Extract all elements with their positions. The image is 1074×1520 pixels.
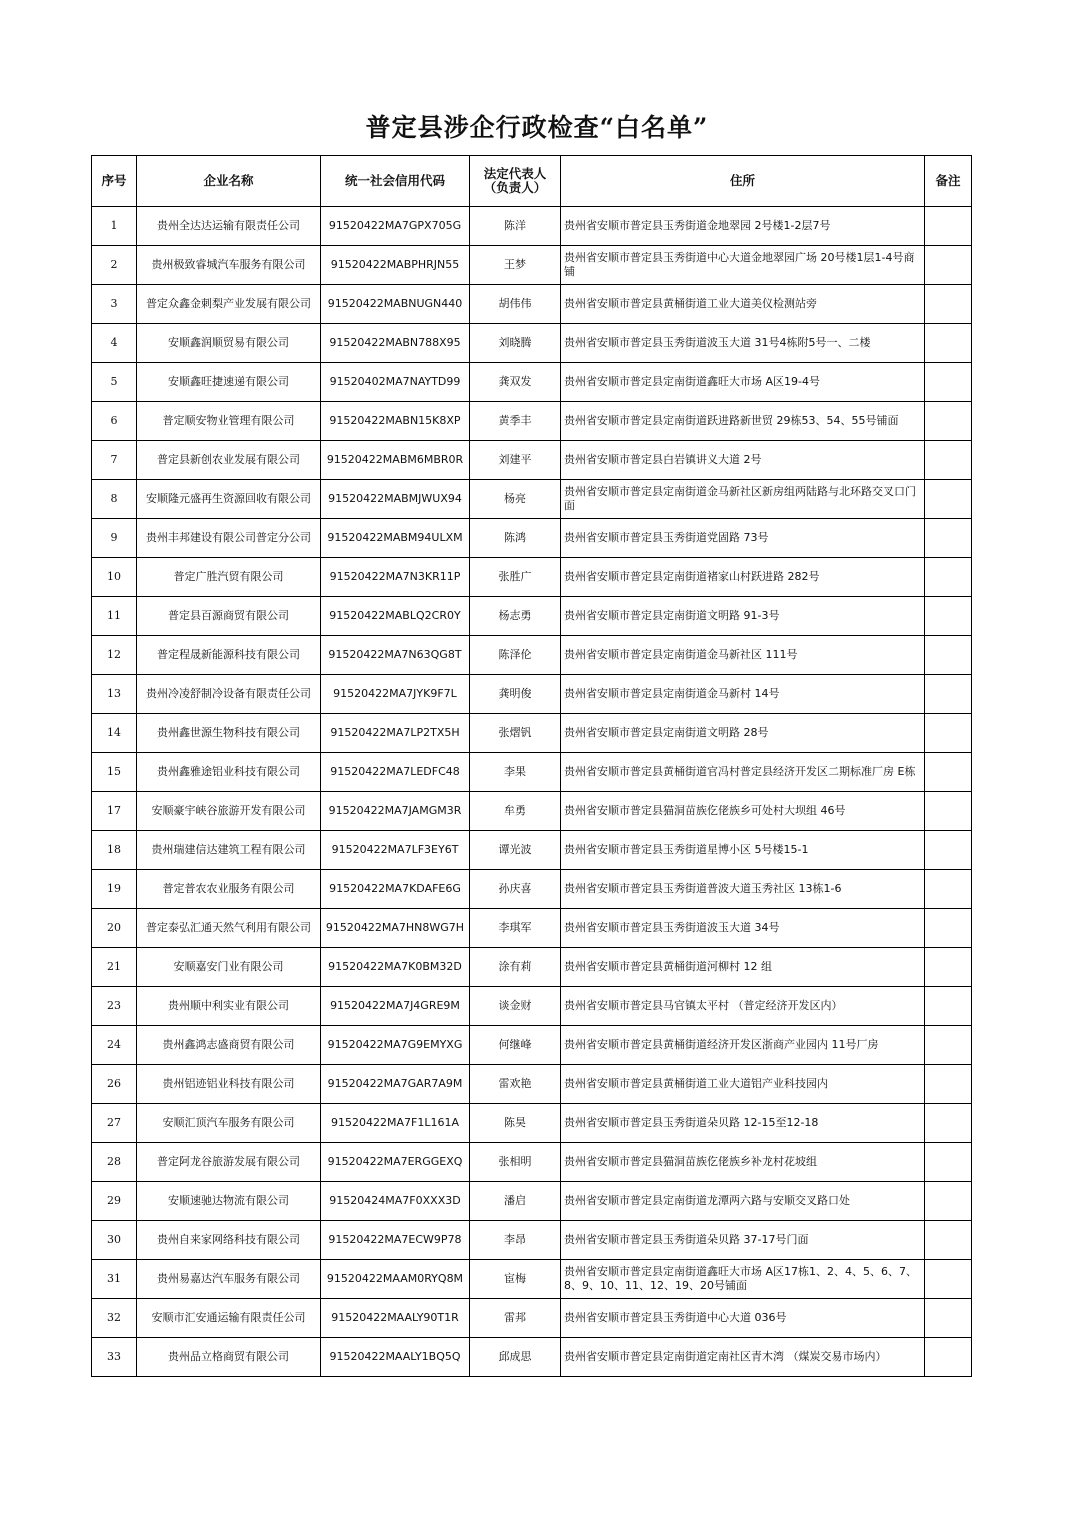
cell-note (925, 363, 972, 402)
cell-company-name: 贵州鑫鸿志盛商贸有限公司 (137, 1026, 321, 1065)
header-legal-rep-line1: 法定代表人 (483, 166, 547, 181)
cell-legal-rep: 邱成思 (470, 1338, 561, 1377)
table-row (92, 1026, 972, 1065)
cell-legal-rep: 张胜广 (470, 558, 561, 597)
cell-no: 31 (92, 1260, 137, 1299)
cell-address: 贵州省安顺市普定县定南街道金马新社区 111号 (561, 636, 925, 675)
cell-company-name: 安顺汇顶汽车服务有限公司 (137, 1104, 321, 1143)
cell-credit-code: 91520422MABN15K8XP (321, 402, 470, 441)
cell-address: 贵州省安顺市普定县玉秀街道普波大道玉秀社区 13栋1-6 (561, 870, 925, 909)
cell-credit-code: 91520422MA7LP2TX5H (321, 714, 470, 753)
cell-note (925, 1026, 972, 1065)
cell-company-name: 安顺鑫旺捷速递有限公司 (137, 363, 321, 402)
header-address: 住所 (561, 156, 925, 207)
cell-credit-code: 91520422MA7LEDFC48 (321, 753, 470, 792)
header-company-name: 企业名称 (137, 156, 321, 207)
table-row (92, 207, 972, 246)
cell-company-name: 安顺速驰达物流有限公司 (137, 1182, 321, 1221)
cell-credit-code: 91520424MA7F0XXX3D (321, 1182, 470, 1221)
cell-note (925, 324, 972, 363)
cell-no: 5 (92, 363, 137, 402)
cell-note (925, 285, 972, 324)
cell-credit-code: 91520422MABPHRJN55 (321, 246, 470, 285)
cell-note (925, 675, 972, 714)
cell-note (925, 402, 972, 441)
table-row (92, 285, 972, 324)
cell-address: 贵州省安顺市普定县黄桶街道河柳村 12 组 (561, 948, 925, 987)
cell-company-name: 普定普农农业服务有限公司 (137, 870, 321, 909)
table-row (92, 519, 972, 558)
cell-legal-rep: 孙庆喜 (470, 870, 561, 909)
table-row (92, 1221, 972, 1260)
cell-company-name: 贵州全达达运输有限责任公司 (137, 207, 321, 246)
cell-note (925, 792, 972, 831)
cell-address: 贵州省安顺市普定县黄桶街道工业大道铝产业科技园内 (561, 1065, 925, 1104)
cell-note (925, 1104, 972, 1143)
cell-no: 18 (92, 831, 137, 870)
cell-company-name: 安顺隆元盛再生资源回收有限公司 (137, 480, 321, 519)
table-row (92, 792, 972, 831)
header-credit-code: 统一社会信用代码 (321, 156, 470, 207)
cell-address: 贵州省安顺市普定县玉秀街道党固路 73号 (561, 519, 925, 558)
table-row (92, 246, 972, 285)
cell-no: 3 (92, 285, 137, 324)
cell-legal-rep: 刘建平 (470, 441, 561, 480)
cell-credit-code: 91520422MABNUGN440 (321, 285, 470, 324)
cell-no: 28 (92, 1143, 137, 1182)
cell-company-name: 贵州冷凌舒制冷设备有限责任公司 (137, 675, 321, 714)
table-row (92, 558, 972, 597)
header-legal-rep (470, 156, 561, 207)
cell-address: 贵州省安顺市普定县定南街道龙潭两六路与安顺交叉路口处 (561, 1182, 925, 1221)
cell-company-name: 普定阿龙谷旅游发展有限公司 (137, 1143, 321, 1182)
cell-note (925, 207, 972, 246)
cell-company-name: 安顺豪宇峡谷旅游开发有限公司 (137, 792, 321, 831)
table-row (92, 753, 972, 792)
cell-legal-rep: 黄季丰 (470, 402, 561, 441)
table-row (92, 714, 972, 753)
cell-company-name: 贵州瑞建信达建筑工程有限公司 (137, 831, 321, 870)
table-row (92, 1338, 972, 1377)
cell-no: 29 (92, 1182, 137, 1221)
cell-no: 19 (92, 870, 137, 909)
cell-credit-code: 91520422MABM6MBR0R (321, 441, 470, 480)
header-legal-rep-line2: （负责人） (483, 180, 547, 195)
table-row (92, 1260, 972, 1299)
table-row (92, 870, 972, 909)
cell-legal-rep: 王梦 (470, 246, 561, 285)
cell-address: 贵州省安顺市普定县玉秀街道星博小区 5号楼15-1 (561, 831, 925, 870)
cell-address: 贵州省安顺市普定县定南街道褚家山村跃进路 282号 (561, 558, 925, 597)
cell-legal-rep: 雷邦 (470, 1299, 561, 1338)
cell-company-name: 普定顺安物业管理有限公司 (137, 402, 321, 441)
cell-legal-rep: 陈洋 (470, 207, 561, 246)
cell-address: 贵州省安顺市普定县定南街道金马新社区新房组两陆路与北环路交叉口门面 (561, 480, 925, 519)
table-row (92, 1065, 972, 1104)
table-row (92, 675, 972, 714)
cell-company-name: 贵州品立格商贸有限公司 (137, 1338, 321, 1377)
cell-note (925, 1338, 972, 1377)
cell-no: 10 (92, 558, 137, 597)
cell-address: 贵州省安顺市普定县黄桶街道工业大道美仪检测站旁 (561, 285, 925, 324)
cell-address: 贵州省安顺市普定县白岩镇讲义大道 2号 (561, 441, 925, 480)
cell-credit-code: 91520422MA7ERGGEXQ (321, 1143, 470, 1182)
cell-credit-code: 91520422MAAM0RYQ8M (321, 1260, 470, 1299)
cell-no: 12 (92, 636, 137, 675)
table-row (92, 987, 972, 1026)
cell-legal-rep: 陈泽伦 (470, 636, 561, 675)
cell-no: 20 (92, 909, 137, 948)
cell-no: 27 (92, 1104, 137, 1143)
cell-legal-rep: 谭光波 (470, 831, 561, 870)
cell-credit-code: 91520422MA7LF3EY6T (321, 831, 470, 870)
table-header (92, 156, 972, 207)
cell-legal-rep: 涂有莉 (470, 948, 561, 987)
cell-legal-rep: 牟勇 (470, 792, 561, 831)
cell-no: 30 (92, 1221, 137, 1260)
cell-address: 贵州省安顺市普定县玉秀街道波玉大道 31号4栋附5号一、二楼 (561, 324, 925, 363)
cell-credit-code: 91520422MABMJWUX94 (321, 480, 470, 519)
cell-note (925, 246, 972, 285)
cell-company-name: 普定广胜汽贸有限公司 (137, 558, 321, 597)
cell-note (925, 1299, 972, 1338)
table-row (92, 480, 972, 519)
cell-no: 6 (92, 402, 137, 441)
cell-address: 贵州省安顺市普定县猫洞苗族仡佬族乡可处村大坝组 46号 (561, 792, 925, 831)
cell-legal-rep: 陈昊 (470, 1104, 561, 1143)
cell-credit-code: 91520422MA7JAMGM3R (321, 792, 470, 831)
table-row (92, 402, 972, 441)
cell-legal-rep: 龚双发 (470, 363, 561, 402)
cell-legal-rep: 陈鸿 (470, 519, 561, 558)
header-row (92, 156, 972, 207)
cell-company-name: 贵州鑫雅途铝业科技有限公司 (137, 753, 321, 792)
cell-no: 26 (92, 1065, 137, 1104)
header-note: 备注 (925, 156, 972, 207)
cell-credit-code: 91520422MA7ECW9P78 (321, 1221, 470, 1260)
table-row (92, 636, 972, 675)
cell-address: 贵州省安顺市普定县猫洞苗族仡佬族乡补龙村花坡组 (561, 1143, 925, 1182)
cell-company-name: 安顺嘉安门业有限公司 (137, 948, 321, 987)
cell-address: 贵州省安顺市普定县定南街道文明路 91-3号 (561, 597, 925, 636)
cell-credit-code: 91520422MAALY90T1R (321, 1299, 470, 1338)
cell-legal-rep: 刘晓腾 (470, 324, 561, 363)
cell-credit-code: 91520422MABM94ULXM (321, 519, 470, 558)
cell-no: 2 (92, 246, 137, 285)
cell-legal-rep: 张相明 (470, 1143, 561, 1182)
cell-company-name: 贵州易嘉达汽车服务有限公司 (137, 1260, 321, 1299)
cell-credit-code: 91520422MA7F1L161A (321, 1104, 470, 1143)
cell-company-name: 贵州丰邦建设有限公司普定分公司 (137, 519, 321, 558)
cell-note (925, 558, 972, 597)
table-row (92, 1299, 972, 1338)
cell-note (925, 636, 972, 675)
cell-address: 贵州省安顺市普定县马官镇太平村 （普定经济开发区内） (561, 987, 925, 1026)
cell-note (925, 831, 972, 870)
cell-note (925, 1143, 972, 1182)
cell-no: 1 (92, 207, 137, 246)
cell-note (925, 1182, 972, 1221)
cell-address: 贵州省安顺市普定县黄桶街道官冯村普定县经济开发区二期标准厂房 E栋 (561, 753, 925, 792)
cell-company-name: 安顺市汇安通运输有限责任公司 (137, 1299, 321, 1338)
cell-credit-code: 91520422MA7KDAFE6G (321, 870, 470, 909)
cell-no: 32 (92, 1299, 137, 1338)
cell-credit-code: 91520422MA7GAR7A9M (321, 1065, 470, 1104)
table-row (92, 363, 972, 402)
cell-address: 贵州省安顺市普定县玉秀街道金地翠园 2号楼1-2层7号 (561, 207, 925, 246)
cell-address: 贵州省安顺市普定县定南街道金马新村 14号 (561, 675, 925, 714)
cell-address: 贵州省安顺市普定县玉秀街道中心大道金地翠园广场 20号楼1层1-4号商铺 (561, 246, 925, 285)
cell-no: 17 (92, 792, 137, 831)
cell-note (925, 948, 972, 987)
cell-note (925, 441, 972, 480)
cell-company-name: 普定县新创农业发展有限公司 (137, 441, 321, 480)
table-row (92, 909, 972, 948)
cell-company-name: 普定程晟新能源科技有限公司 (137, 636, 321, 675)
table-row (92, 948, 972, 987)
cell-note (925, 1221, 972, 1260)
cell-legal-rep: 宦梅 (470, 1260, 561, 1299)
cell-no: 13 (92, 675, 137, 714)
cell-no: 33 (92, 1338, 137, 1377)
cell-note (925, 519, 972, 558)
cell-note (925, 753, 972, 792)
cell-address: 贵州省安顺市普定县玉秀街道朵贝路 12-15至12-18 (561, 1104, 925, 1143)
cell-legal-rep: 胡伟伟 (470, 285, 561, 324)
cell-note (925, 1065, 972, 1104)
cell-address: 贵州省安顺市普定县玉秀街道波玉大道 34号 (561, 909, 925, 948)
table-row (92, 831, 972, 870)
cell-credit-code: 91520422MA7N63QG8T (321, 636, 470, 675)
cell-note (925, 714, 972, 753)
cell-legal-rep: 李果 (470, 753, 561, 792)
cell-legal-rep: 李昂 (470, 1221, 561, 1260)
cell-company-name: 普定众鑫金刺梨产业发展有限公司 (137, 285, 321, 324)
cell-company-name: 贵州自来家网络科技有限公司 (137, 1221, 321, 1260)
cell-address: 贵州省安顺市普定县定南街道跃进路新世贸 29栋53、54、55号铺面 (561, 402, 925, 441)
cell-no: 11 (92, 597, 137, 636)
cell-company-name: 贵州顺中利实业有限公司 (137, 987, 321, 1026)
cell-credit-code: 91520422MA7GPX705G (321, 207, 470, 246)
cell-legal-rep: 谈金财 (470, 987, 561, 1026)
cell-no: 21 (92, 948, 137, 987)
cell-address: 贵州省安顺市普定县玉秀街道朵贝路 37-17号门面 (561, 1221, 925, 1260)
cell-company-name: 贵州鑫世源生物科技有限公司 (137, 714, 321, 753)
cell-credit-code: 91520422MA7J4GRE9M (321, 987, 470, 1026)
cell-note (925, 870, 972, 909)
cell-address: 贵州省安顺市普定县定南街道鑫旺大市场 A区19-4号 (561, 363, 925, 402)
cell-address: 贵州省安顺市普定县定南街道定南社区青木湾 （煤炭交易市场内） (561, 1338, 925, 1377)
cell-address: 贵州省安顺市普定县定南街道鑫旺大市场 A区17栋1、2、4、5、6、7、8、9、10、11、12、19、20号铺面 (561, 1260, 925, 1299)
cell-legal-rep: 龚明俊 (470, 675, 561, 714)
cell-legal-rep: 潘启 (470, 1182, 561, 1221)
cell-note (925, 987, 972, 1026)
cell-credit-code: 91520422MA7N3KR11P (321, 558, 470, 597)
whitelist-table (91, 155, 972, 1377)
cell-credit-code: 91520422MAALY1BQ5Q (321, 1338, 470, 1377)
cell-company-name: 贵州铝迹铝业科技有限公司 (137, 1065, 321, 1104)
cell-no: 8 (92, 480, 137, 519)
cell-credit-code: 91520422MABN788X95 (321, 324, 470, 363)
cell-legal-rep: 杨志勇 (470, 597, 561, 636)
cell-company-name: 安顺鑫润顺贸易有限公司 (137, 324, 321, 363)
header-no: 序号 (92, 156, 137, 207)
cell-legal-rep: 张熠钒 (470, 714, 561, 753)
cell-company-name: 普定县百源商贸有限公司 (137, 597, 321, 636)
cell-no: 23 (92, 987, 137, 1026)
table-row (92, 324, 972, 363)
page-title: 普定县涉企行政检查“白名单” (365, 113, 709, 142)
cell-credit-code: 91520422MA7JYK9F7L (321, 675, 470, 714)
cell-company-name: 贵州极致睿城汽车服务有限公司 (137, 246, 321, 285)
cell-note (925, 909, 972, 948)
cell-note (925, 1260, 972, 1299)
cell-legal-rep: 何继峰 (470, 1026, 561, 1065)
cell-no: 4 (92, 324, 137, 363)
cell-credit-code: 91520422MA7HN8WG7H (321, 909, 470, 948)
table-row (92, 441, 972, 480)
cell-note (925, 597, 972, 636)
cell-legal-rep: 雷欢艳 (470, 1065, 561, 1104)
table-row (92, 1182, 972, 1221)
cell-no: 24 (92, 1026, 137, 1065)
table-row (92, 597, 972, 636)
table-row (92, 1143, 972, 1182)
cell-credit-code: 91520422MA7G9EMYXG (321, 1026, 470, 1065)
cell-company-name: 普定泰弘汇通天然气利用有限公司 (137, 909, 321, 948)
cell-no: 15 (92, 753, 137, 792)
cell-credit-code: 91520422MABLQ2CR0Y (321, 597, 470, 636)
cell-credit-code: 91520402MA7NAYTD99 (321, 363, 470, 402)
cell-legal-rep: 李琪军 (470, 909, 561, 948)
cell-legal-rep: 杨亮 (470, 480, 561, 519)
table-row (92, 1104, 972, 1143)
cell-no: 9 (92, 519, 137, 558)
cell-no: 14 (92, 714, 137, 753)
cell-note (925, 480, 972, 519)
cell-credit-code: 91520422MA7K0BM32D (321, 948, 470, 987)
cell-address: 贵州省安顺市普定县玉秀街道中心大道 036号 (561, 1299, 925, 1338)
cell-address: 贵州省安顺市普定县黄桶街道经济开发区浙商产业园内 11号厂房 (561, 1026, 925, 1065)
table-body (92, 207, 972, 1377)
cell-no: 7 (92, 441, 137, 480)
cell-address: 贵州省安顺市普定县定南街道文明路 28号 (561, 714, 925, 753)
